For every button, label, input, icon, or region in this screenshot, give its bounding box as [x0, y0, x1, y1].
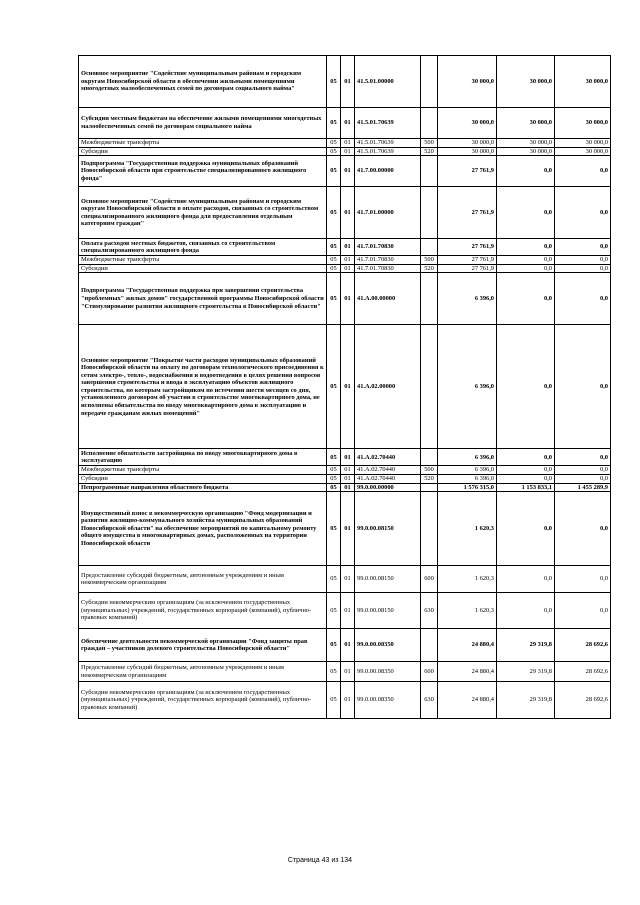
expense-type-code: 630: [421, 682, 438, 719]
expense-type-code: [421, 492, 438, 566]
amount-year-2: 0,0: [497, 492, 555, 566]
budget-table: [78, 55, 611, 719]
target-article-code: 99.0.00.08350: [355, 629, 421, 662]
amount-year-3: 1 455 289,9: [555, 483, 611, 492]
expense-type-code: 520: [421, 147, 438, 156]
amount-year-2: 29 319,8: [497, 629, 555, 662]
section-code: 05: [327, 256, 341, 265]
row-name: Межбюджетные трансферты: [79, 466, 327, 475]
table-row: [79, 273, 611, 325]
amount-year-2: 0,0: [497, 566, 555, 593]
amount-year-1: 30 000,0: [438, 56, 497, 108]
amount-year-3: 0,0: [555, 466, 611, 475]
row-name: Субсидии некоммерческим организациям (за исключением государственных (муниципальных) учреждений, государственных корпораций (компаний), публично-правовых компаний): [79, 593, 327, 629]
target-article-code: 99.0.00.00000: [355, 483, 421, 492]
amount-year-3: 0,0: [555, 566, 611, 593]
subsection-code: 01: [341, 662, 355, 682]
table-row: [79, 492, 611, 566]
section-code: 05: [327, 566, 341, 593]
table-row: [79, 466, 611, 475]
row-name: Оплата расходов местных бюджетов, связанных со строительством специализированного жилищного фонда: [79, 239, 327, 256]
amount-year-1: 27 761,9: [438, 256, 497, 265]
subsection-code: 01: [341, 466, 355, 475]
table-row: [79, 147, 611, 156]
subsection-code: 01: [341, 325, 355, 449]
expense-type-code: 600: [421, 662, 438, 682]
row-name: Обеспечение деятельности некоммерческой организации "Фонд защиты прав граждан – участников долевого строительства Новосибирской области": [79, 629, 327, 662]
expense-type-code: [421, 239, 438, 256]
row-name: Основное мероприятие "Содействие муниципальным районам и городским округам Новосибирской области в оплате расходов, связанных со строительством специализированного жилищного фонда для предоставления отдельным категориям граждан": [79, 187, 327, 239]
subsection-code: 01: [341, 108, 355, 139]
row-name: Субсидии местным бюджетам на обеспечение жилыми помещениями многодетных малообеспеченных семей по договорам социального найма: [79, 108, 327, 139]
table-row: [79, 483, 611, 492]
subsection-code: 01: [341, 449, 355, 466]
amount-year-1: 27 761,9: [438, 156, 497, 187]
target-article-code: 41.7.01.70830: [355, 239, 421, 256]
row-name: Субсидии: [79, 474, 327, 483]
subsection-code: 01: [341, 682, 355, 719]
target-article-code: 41.5.01.70639: [355, 108, 421, 139]
amount-year-3: 0,0: [555, 325, 611, 449]
amount-year-3: 0,0: [555, 492, 611, 566]
target-article-code: 41.А.02.70440: [355, 466, 421, 475]
amount-year-2: 0,0: [497, 474, 555, 483]
expense-type-code: [421, 629, 438, 662]
expense-type-code: 500: [421, 139, 438, 148]
subsection-code: 01: [341, 239, 355, 256]
expense-type-code: [421, 56, 438, 108]
amount-year-3: 30 000,0: [555, 56, 611, 108]
subsection-code: 01: [341, 56, 355, 108]
amount-year-2: 30 000,0: [497, 108, 555, 139]
amount-year-2: 30 000,0: [497, 56, 555, 108]
amount-year-2: 0,0: [497, 264, 555, 273]
table-row: [79, 256, 611, 265]
amount-year-3: 0,0: [555, 187, 611, 239]
row-name: Субсидии некоммерческим организациям (за исключением государственных (муниципальных) учреждений, государственных корпораций (компаний), публично-правовых компаний): [79, 682, 327, 719]
row-name: Подпрограмма "Государственная поддержка при завершении строительства "проблемных" жилых домов" государственной программы Новосибирской области "Стимулирование развития жилищного строительства в Новосибирской области": [79, 273, 327, 325]
row-name: Межбюджетные трансферты: [79, 139, 327, 148]
amount-year-3: 28 692,6: [555, 682, 611, 719]
amount-year-3: 0,0: [555, 593, 611, 629]
amount-year-1: 1 620,3: [438, 566, 497, 593]
amount-year-2: 0,0: [497, 273, 555, 325]
table-row: [79, 108, 611, 139]
subsection-code: 01: [341, 256, 355, 265]
row-name: Предоставление субсидий бюджетным, автономным учреждениям и иным некоммерческим организациям: [79, 662, 327, 682]
expense-type-code: [421, 273, 438, 325]
table-row: [79, 474, 611, 483]
section-code: 05: [327, 273, 341, 325]
amount-year-1: 6 396,0: [438, 474, 497, 483]
section-code: 05: [327, 492, 341, 566]
expense-type-code: [421, 325, 438, 449]
section-code: 05: [327, 662, 341, 682]
section-code: 05: [327, 593, 341, 629]
amount-year-3: 0,0: [555, 273, 611, 325]
amount-year-3: 0,0: [555, 449, 611, 466]
target-article-code: 41.7.01.70830: [355, 264, 421, 273]
section-code: 05: [327, 629, 341, 662]
table-row: [79, 187, 611, 239]
target-article-code: 41.5.01.70639: [355, 139, 421, 148]
subsection-code: 01: [341, 264, 355, 273]
expense-type-code: [421, 449, 438, 466]
target-article-code: 41.А.00.00000: [355, 273, 421, 325]
target-article-code: 41.А.02.70440: [355, 474, 421, 483]
amount-year-1: 1 576 315,0: [438, 483, 497, 492]
amount-year-2: 29 319,8: [497, 682, 555, 719]
amount-year-1: 6 396,0: [438, 325, 497, 449]
amount-year-1: 30 000,0: [438, 139, 497, 148]
amount-year-1: 1 620,3: [438, 492, 497, 566]
target-article-code: 41.7.00.00000: [355, 156, 421, 187]
table-row: [79, 239, 611, 256]
target-article-code: 41.А.02.70440: [355, 449, 421, 466]
subsection-code: 01: [341, 492, 355, 566]
amount-year-2: 1 153 833,1: [497, 483, 555, 492]
section-code: 05: [327, 56, 341, 108]
subsection-code: 01: [341, 139, 355, 148]
row-name: Межбюджетные трансферты: [79, 256, 327, 265]
section-code: 05: [327, 264, 341, 273]
target-article-code: 99.0.00.08350: [355, 682, 421, 719]
section-code: 05: [327, 483, 341, 492]
amount-year-3: 0,0: [555, 474, 611, 483]
row-name: Имущественный взнос в некоммерческую организацию "Фонд модернизации и развития жилищно-коммунального хозяйства муниципальных образований Новосибирской области" на обеспечение мероприятий по капитальному ремонту общего имущества в многоквартирных домах, расположенных на территории Новосибирской области: [79, 492, 327, 566]
target-article-code: 41.А.02.00000: [355, 325, 421, 449]
section-code: 05: [327, 156, 341, 187]
section-code: 05: [327, 474, 341, 483]
amount-year-2: 0,0: [497, 449, 555, 466]
section-code: 05: [327, 682, 341, 719]
budget-table-body: [79, 56, 611, 719]
amount-year-1: 6 396,0: [438, 273, 497, 325]
amount-year-2: 0,0: [497, 239, 555, 256]
subsection-code: 01: [341, 187, 355, 239]
expense-type-code: 500: [421, 256, 438, 265]
expense-type-code: [421, 483, 438, 492]
subsection-code: 01: [341, 147, 355, 156]
table-row: [79, 682, 611, 719]
subsection-code: 01: [341, 474, 355, 483]
target-article-code: 41.7.01.70830: [355, 256, 421, 265]
expense-type-code: [421, 156, 438, 187]
table-row: [79, 156, 611, 187]
amount-year-1: 24 880,4: [438, 682, 497, 719]
row-name: Субсидии: [79, 147, 327, 156]
subsection-code: 01: [341, 273, 355, 325]
amount-year-3: 28 692,6: [555, 629, 611, 662]
expense-type-code: 520: [421, 264, 438, 273]
row-name: Основное мероприятие "Покрытие части расходов муниципальных образований Новосибирской области на оплату по договорам технологического присоединения к сетям электро-, тепло-, водоснабжения и водоотведения в целях решения вопросов завершения строительства и ввода в эксплуатацию объектов жилищного строительства, по которым застройщиком по истечении шести месяцев со дня, установленного договором об участии в строительстве многоквартирного дома, не исполнены обязательства по вводу многоквартирного дома в эксплуатацию и передаче гражданам жилых помещений": [79, 325, 327, 449]
expense-type-code: 500: [421, 466, 438, 475]
row-name: Непрограммные направления областного бюджета: [79, 483, 327, 492]
target-article-code: 99.0.00.08350: [355, 662, 421, 682]
amount-year-2: 0,0: [497, 325, 555, 449]
amount-year-3: 28 692,6: [555, 662, 611, 682]
target-article-code: 99.0.00.08150: [355, 566, 421, 593]
amount-year-1: 1 620,3: [438, 593, 497, 629]
target-article-code: 41.5.01.70639: [355, 147, 421, 156]
expense-type-code: 520: [421, 474, 438, 483]
amount-year-1: 6 396,0: [438, 466, 497, 475]
amount-year-1: 24 880,4: [438, 629, 497, 662]
amount-year-2: 0,0: [497, 156, 555, 187]
table-row: [79, 56, 611, 108]
row-name: Исполнение обязательств застройщика по вводу многоквартирного дома в эксплуатацию: [79, 449, 327, 466]
section-code: 05: [327, 187, 341, 239]
row-name: Подпрограмма "Государственная поддержка муниципальных образований Новосибирской области при строительстве специализированного жилищного фонда": [79, 156, 327, 187]
amount-year-1: 27 761,9: [438, 187, 497, 239]
amount-year-1: 27 761,9: [438, 264, 497, 273]
section-code: 05: [327, 147, 341, 156]
target-article-code: 99.0.00.08150: [355, 492, 421, 566]
row-name: Основное мероприятие "Содействие муниципальным районам и городским округам Новосибирской области в обеспечении жильными помещениями многодетных малообеспеченных семей по договорам социального найма": [79, 56, 327, 108]
section-code: 05: [327, 466, 341, 475]
table-row: [79, 629, 611, 662]
expense-type-code: 630: [421, 593, 438, 629]
amount-year-3: 30 000,0: [555, 139, 611, 148]
amount-year-3: 0,0: [555, 264, 611, 273]
expense-type-code: [421, 187, 438, 239]
page-number: Страница 43 из 134: [287, 857, 353, 864]
amount-year-1: 30 000,0: [438, 147, 497, 156]
amount-year-1: 24 880,4: [438, 662, 497, 682]
expense-type-code: 600: [421, 566, 438, 593]
amount-year-3: 0,0: [555, 256, 611, 265]
section-code: 05: [327, 139, 341, 148]
table-row: [79, 449, 611, 466]
table-row: [79, 325, 611, 449]
section-code: 05: [327, 325, 341, 449]
amount-year-1: 30 000,0: [438, 108, 497, 139]
row-name: Субсидии: [79, 264, 327, 273]
amount-year-1: 6 396,0: [438, 449, 497, 466]
subsection-code: 01: [341, 629, 355, 662]
subsection-code: 01: [341, 483, 355, 492]
amount-year-2: 0,0: [497, 256, 555, 265]
table-row: [79, 264, 611, 273]
amount-year-3: 0,0: [555, 239, 611, 256]
table-row: [79, 139, 611, 148]
subsection-code: 01: [341, 156, 355, 187]
target-article-code: 41.7.01.00000: [355, 187, 421, 239]
amount-year-2: 30 000,0: [497, 139, 555, 148]
amount-year-2: 0,0: [497, 466, 555, 475]
amount-year-2: 30 000,0: [497, 147, 555, 156]
amount-year-3: 30 000,0: [555, 108, 611, 139]
amount-year-1: 27 761,9: [438, 239, 497, 256]
amount-year-2: 29 319,8: [497, 662, 555, 682]
target-article-code: 41.5.01.00000: [355, 56, 421, 108]
target-article-code: 99.0.00.08150: [355, 593, 421, 629]
section-code: 05: [327, 108, 341, 139]
table-row: [79, 593, 611, 629]
table-row: [79, 566, 611, 593]
row-name: Предоставление субсидий бюджетным, автономным учреждениям и иным некоммерческим организациям: [79, 566, 327, 593]
amount-year-3: 30 000,0: [555, 147, 611, 156]
amount-year-2: 0,0: [497, 593, 555, 629]
subsection-code: 01: [341, 566, 355, 593]
section-code: 05: [327, 449, 341, 466]
expense-type-code: [421, 108, 438, 139]
amount-year-2: 0,0: [497, 187, 555, 239]
table-row: [79, 662, 611, 682]
subsection-code: 01: [341, 593, 355, 629]
amount-year-3: 0,0: [555, 156, 611, 187]
section-code: 05: [327, 239, 341, 256]
